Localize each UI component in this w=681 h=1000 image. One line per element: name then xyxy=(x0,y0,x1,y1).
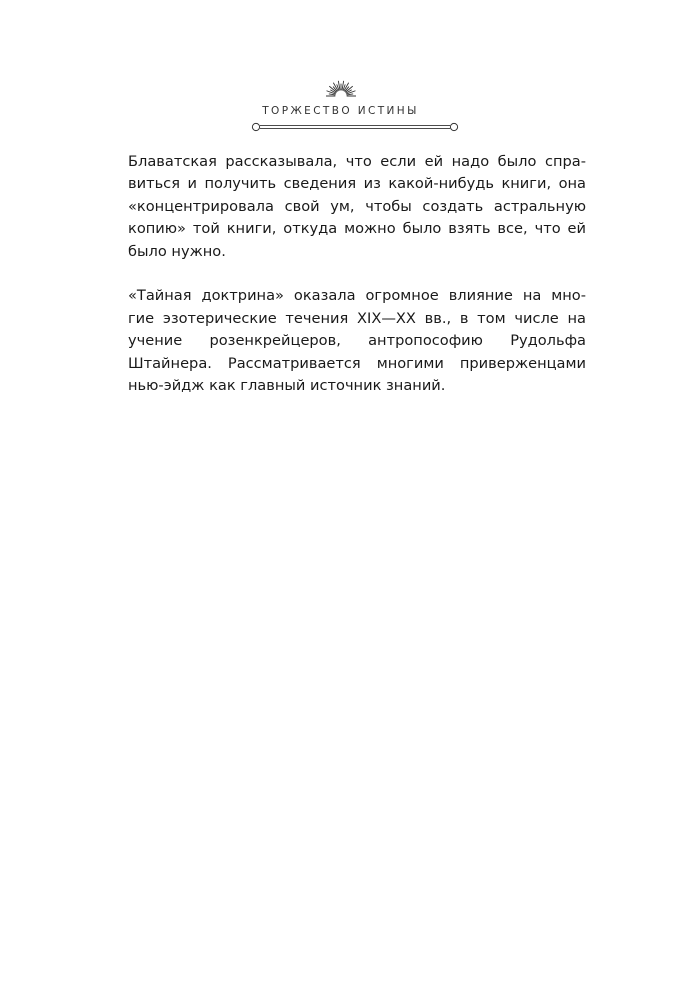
text-line: было нужно. xyxy=(128,242,226,260)
circle-line-divider xyxy=(250,121,460,133)
text-line: копию» той книги, откуда можно было взять все, что ей xyxy=(128,220,586,238)
text-line: «Тайная доктрина» оказала огромное влияние на мно- xyxy=(128,287,586,305)
running-header xyxy=(0,68,681,138)
page-body xyxy=(128,151,586,420)
text-line: Блаватская рассказывала, что если ей надо было спра- xyxy=(128,153,586,170)
text-line: виться и получить сведения из какой-нибудь книги, она xyxy=(128,175,586,193)
text-line: Штайнера. Рассматривается многими приверженцами xyxy=(128,354,586,372)
paragraph-2 xyxy=(128,285,586,397)
text-line: «концентрировала свой ум, чтобы создать астральную xyxy=(128,197,586,215)
paragraph-1 xyxy=(128,151,586,263)
sunburst-icon xyxy=(326,68,356,98)
text-line: гие эзотерические течения XIX—XX вв., в том числе на xyxy=(128,309,586,327)
sunburst-ray xyxy=(347,94,353,95)
running-title: ТОРЖЕСТВО ИСТИНЫ xyxy=(262,105,419,117)
text-line: учение розенкрейцеров, антропософию Рудольфа xyxy=(128,332,586,350)
sunburst-ray xyxy=(329,94,335,95)
text-line: нью-эйдж как главный источник знаний. xyxy=(128,377,446,395)
